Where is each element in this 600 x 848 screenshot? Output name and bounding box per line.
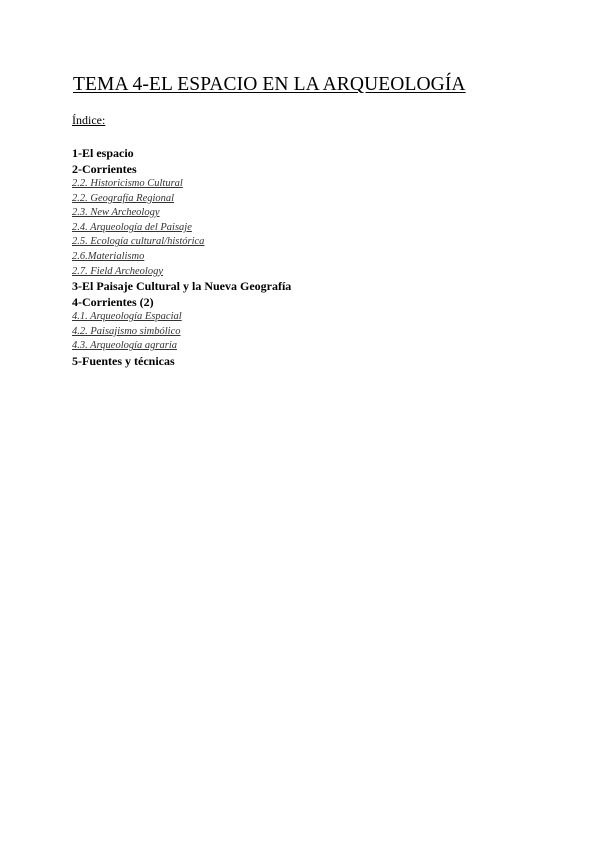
index-label: Índice: [72, 113, 106, 127]
toc-link[interactable]: 2.5. Ecología cultural/histórica [72, 236, 205, 248]
toc-link[interactable]: 4.2. Paisajismo simbólico [72, 325, 181, 337]
toc-subitem [72, 310, 291, 325]
toc-subitem [72, 265, 291, 280]
toc-subitem [72, 221, 291, 236]
toc-subitem [72, 235, 291, 250]
toc-link[interactable]: 4.1. Arqueología Espacial [72, 311, 182, 323]
toc-item: 1-El espacio [72, 146, 134, 160]
toc-link[interactable]: 4.3. Arqueología agraria [72, 340, 178, 352]
toc-link[interactable]: 2.2. Geografía Regional [72, 192, 175, 204]
toc-link[interactable]: 2.7. Field Archeology [72, 265, 163, 277]
document-title: TEMA 4-EL ESPACIO EN LA ARQUEOLOGÍA [73, 74, 466, 95]
toc-item: 5-Fuentes y técnicas [72, 353, 175, 368]
toc-link[interactable]: 2.4. Arqueología del Paisaje [72, 221, 192, 233]
toc-subitem [72, 192, 291, 207]
toc-item: 3-El Paisaje Cultural y la Nueva Geografía [72, 279, 292, 294]
toc-subitem [72, 206, 291, 221]
toc-subitem [72, 325, 291, 340]
toc-item: 4-Corrientes (2) [72, 294, 154, 309]
toc-subitem [72, 177, 291, 192]
toc-link[interactable]: 2.6.Materialismo [72, 250, 145, 262]
toc-item: 2-Corrientes [72, 161, 137, 176]
toc-link[interactable]: 2.2. Historicismo Cultural [72, 178, 183, 189]
toc-subitem [72, 339, 291, 354]
toc-link[interactable]: 2.3. New Archeology [72, 207, 160, 219]
toc-subitem [72, 250, 291, 265]
table-of-contents [72, 146, 291, 369]
